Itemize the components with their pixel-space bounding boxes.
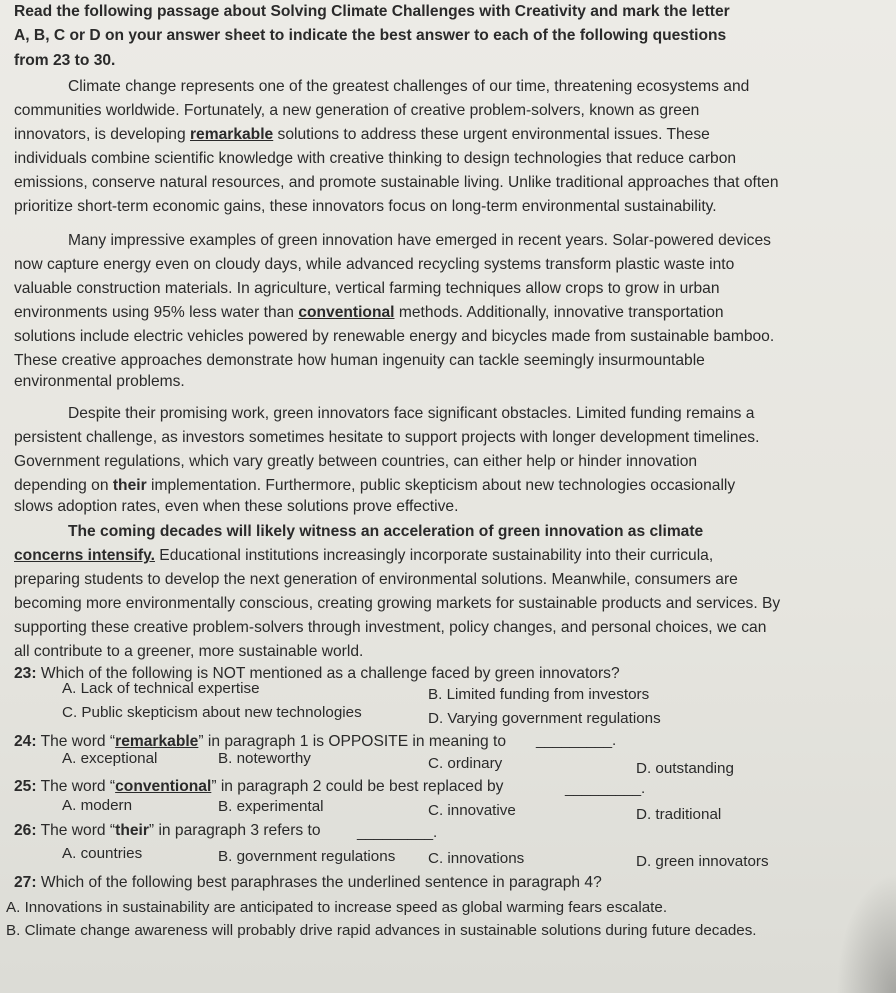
p4-line-3: preparing students to develop the next generation of environmental solutions. Meanwhile, consumers are: [14, 571, 738, 588]
p2-text: environments using 95% less water than: [14, 304, 299, 321]
instructions-line-3: from 23 to 30.: [14, 52, 116, 69]
p3-line-3: Government regulations, which vary greatly between countries, can either help or hinder innovation: [14, 453, 698, 470]
question-text: ” in paragraph 1 is OPPOSITE in meaning to: [198, 733, 507, 750]
q25-blank: _________.: [565, 780, 646, 797]
p4-line-4: becoming more environmentally conscious, creating growing markets for sustainable products and services. By: [14, 595, 781, 612]
question-number: 23:: [14, 665, 37, 682]
p2-text: methods. Additionally, innovative transportation: [394, 304, 724, 321]
p1-line-1: Climate change represents one of the greatest challenges of our time, threatening ecosystems and: [68, 78, 750, 95]
question-text: Which of the following best paraphrases the underlined sentence in paragraph 4?: [36, 874, 602, 891]
word-conventional: conventional: [298, 304, 395, 321]
p1-line-5: emissions, conserve natural resources, and promote sustainable living. Unlike traditional approaches that often: [14, 174, 779, 191]
word-their: their: [112, 477, 147, 494]
question-number: 25:: [14, 778, 37, 795]
question-24: [14, 732, 506, 752]
p3-line-2: persistent challenge, as investors sometimes hesitate to support projects with longer development timelines.: [14, 429, 760, 446]
p2-line-7: environmental problems.: [14, 373, 185, 390]
q27-option-a[interactable]: A. Innovations in sustainability are anticipated to increase speed as global warming fears escalate.: [6, 899, 668, 916]
p1-line-6: prioritize short-term economic gains, these innovators focus on long-term environmental sustainability.: [14, 198, 717, 215]
q27-option-b[interactable]: B. Climate change awareness will probably drive rapid advances in sustainable solutions during future decades.: [6, 922, 757, 939]
q23-option-c[interactable]: C. Public skepticism about new technologies: [62, 704, 362, 721]
q26-option-a[interactable]: A. countries: [62, 845, 143, 862]
q23-option-b[interactable]: B. Limited funding from investors: [428, 686, 650, 703]
instructions-line-2: A, B, C or D on your answer sheet to indicate the best answer to each of the following questions: [14, 27, 727, 44]
p1-line-2: communities worldwide. Fortunately, a new generation of creative problem-solvers, known as green: [14, 102, 700, 119]
question-text: Which of the following is NOT mentioned as a challenge faced by green innovators?: [36, 665, 620, 682]
underlined-sentence-end: concerns intensify.: [14, 547, 155, 564]
question-word: their: [115, 822, 149, 839]
question-25: [14, 777, 503, 797]
q26-option-c[interactable]: C. innovations: [428, 850, 525, 867]
p1-text: innovators, is developing: [14, 126, 190, 143]
q25-option-b[interactable]: B. experimental: [218, 798, 324, 815]
p2-line-5: solutions include electric vehicles powered by renewable energy and bicycles made from sustainable bamboo.: [14, 328, 775, 345]
p2-line-6: These creative approaches demonstrate how human ingenuity can tackle seemingly insurmountable: [14, 352, 705, 369]
question-number: 26:: [14, 822, 37, 839]
question-number: 24:: [14, 733, 37, 750]
p4-line-1: The coming decades will likely witness an acceleration of green innovation as climate: [68, 523, 704, 540]
p3-line-4: [14, 476, 735, 496]
question-text: ” in paragraph 2 could be best replaced by: [211, 778, 504, 795]
q24-blank: _________.: [536, 732, 617, 749]
question-26: [14, 821, 321, 841]
q26-option-b[interactable]: B. government regulations: [218, 848, 396, 865]
page-corner-shadow: [836, 873, 896, 993]
question-text: The word “: [36, 778, 116, 795]
q25-option-d[interactable]: D. traditional: [636, 806, 722, 823]
question-text: ” in paragraph 3 refers to: [148, 822, 321, 839]
p1-text: solutions to address these urgent environmental issues. These: [273, 126, 710, 143]
p2-line-3: valuable construction materials. In agriculture, vertical farming techniques allow crops to grow in urban: [14, 280, 720, 297]
p3-line-1: Despite their promising work, green innovators face significant obstacles. Limited funding remains a: [68, 405, 755, 422]
p4-text: Educational institutions increasingly incorporate sustainability into their curricula,: [154, 547, 714, 564]
q26-option-d[interactable]: D. green innovators: [636, 853, 769, 870]
q24-option-c[interactable]: C. ordinary: [428, 755, 503, 772]
question-27: [14, 873, 602, 893]
p3-text: depending on: [14, 477, 113, 494]
p4-line-2: [14, 546, 713, 566]
word-remarkable: remarkable: [189, 126, 274, 143]
p4-line-5: supporting these creative problem-solvers through investment, policy changes, and personal choices, we can: [14, 619, 767, 636]
instructions-line-1: Read the following passage about Solving Climate Challenges with Creativity and mark the letter: [14, 3, 730, 20]
q24-option-a[interactable]: A. exceptional: [62, 750, 158, 767]
question-word: conventional: [115, 778, 212, 795]
p2-line-1: Many impressive examples of green innovation have emerged in recent years. Solar-powered devices: [68, 232, 771, 249]
p1-line-4: individuals combine scientific knowledge with creative thinking to design technologies that reduce carbon: [14, 150, 737, 167]
p4-line-6: all contribute to a greener, more sustainable world.: [14, 643, 364, 660]
q24-option-b[interactable]: B. noteworthy: [218, 750, 311, 767]
p2-line-2: now capture energy even on cloudy days, while advanced recycling systems transform plastic waste into: [14, 256, 735, 273]
question-text: The word “: [36, 822, 116, 839]
p1-line-3: [14, 125, 710, 145]
q25-option-a[interactable]: A. modern: [62, 797, 133, 814]
q23-option-a[interactable]: A. Lack of technical expertise: [62, 680, 260, 697]
question-word: remarkable: [115, 733, 199, 750]
q25-option-c[interactable]: C. innovative: [428, 802, 516, 819]
p2-line-4: [14, 303, 724, 323]
p3-line-5: slows adoption rates, even when these solutions prove effective.: [14, 498, 459, 515]
p3-text: implementation. Furthermore, public skepticism about new technologies occasionally: [146, 477, 736, 494]
question-number: 27:: [14, 874, 37, 891]
question-text: The word “: [36, 733, 116, 750]
q24-option-d[interactable]: D. outstanding: [636, 760, 734, 777]
q23-option-d[interactable]: D. Varying government regulations: [428, 710, 661, 727]
q26-blank: _________.: [357, 824, 438, 841]
